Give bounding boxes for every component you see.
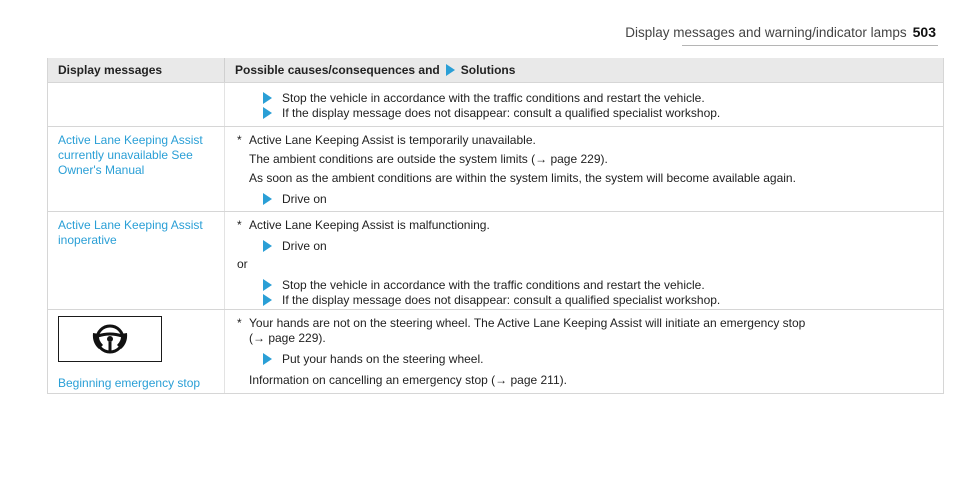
page-number: 503 (912, 24, 936, 40)
messages-table (47, 58, 944, 394)
solution-cell (224, 127, 943, 211)
solution-step (237, 91, 933, 106)
col-header-causes-label: Possible causes/consequences and (235, 63, 440, 77)
display-message: Beginning emergency stop (58, 376, 201, 390)
solution-cell (224, 83, 943, 126)
solution-cell (224, 212, 943, 309)
solution-step (237, 192, 933, 207)
cause-line (237, 133, 933, 148)
col-header-display-messages: Display messages (58, 63, 163, 77)
step-arrow-icon (263, 294, 272, 306)
col-header-causes (224, 58, 943, 82)
solution-arrow-icon (446, 64, 455, 76)
step-text: Drive on (282, 192, 327, 206)
asterisk-marker: * (237, 316, 242, 330)
solution-step (237, 106, 933, 121)
detail-text: The ambient conditions are outside the system limits (→ page 229). (249, 152, 608, 166)
solution-step (237, 352, 933, 367)
message-cell (48, 83, 224, 126)
display-message: Active Lane Keeping Assist currently unavailable See Owner's Manual (58, 133, 203, 177)
table-row (48, 82, 943, 126)
hands-on-steering-wheel-icon (58, 316, 162, 362)
step-arrow-icon (263, 353, 272, 365)
solution-step (237, 278, 933, 293)
header-rule (682, 45, 938, 46)
cause-text: Active Lane Keeping Assist is temporarily unavailable. (249, 133, 536, 147)
step-text: Drive on (282, 239, 327, 253)
message-cell (48, 310, 224, 393)
cause-text: Your hands are not on the steering wheel. The Active Lane Keeping Assist will initiate an emergency stop (249, 316, 806, 330)
step-arrow-icon (263, 107, 272, 119)
step-arrow-icon (263, 92, 272, 104)
cause-text: Active Lane Keeping Assist is malfunctioning. (249, 218, 490, 232)
info-text: Information on cancelling an emergency stop (→ page 211). (249, 373, 567, 387)
running-head (625, 24, 936, 40)
display-message: Active Lane Keeping Assist inoperative (58, 218, 203, 247)
or-text: or (237, 257, 248, 271)
cause-text: (→ page 229). (249, 331, 326, 345)
step-arrow-icon (263, 193, 272, 205)
solution-step (237, 239, 933, 254)
table-row (48, 309, 943, 393)
step-text: Stop the vehicle in accordance with the traffic conditions and restart the vehicle. (282, 278, 705, 292)
col-header-solutions-label: Solutions (460, 63, 516, 77)
cause-line (237, 218, 933, 233)
step-text: If the display message does not disappear: consult a qualified specialist workshop. (282, 293, 721, 307)
step-arrow-icon (263, 240, 272, 252)
detail-text: As soon as the ambient conditions are within the system limits, the system will become available again. (249, 171, 796, 185)
solution-cell (224, 310, 943, 393)
cause-line (237, 316, 933, 331)
step-text: Stop the vehicle in accordance with the traffic conditions and restart the vehicle. (282, 91, 705, 105)
asterisk-marker: * (237, 218, 242, 232)
step-arrow-icon (263, 279, 272, 291)
section-title: Display messages and warning/indicator lamps (625, 25, 907, 40)
table-row (48, 211, 943, 309)
solution-step (237, 293, 933, 308)
table-row (48, 126, 943, 211)
table-header (48, 58, 943, 82)
step-text: If the display message does not disappear: consult a qualified specialist workshop. (282, 106, 721, 120)
step-text: Put your hands on the steering wheel. (282, 352, 484, 366)
steering-wheel-graphic (90, 321, 130, 357)
asterisk-marker: * (237, 133, 242, 147)
